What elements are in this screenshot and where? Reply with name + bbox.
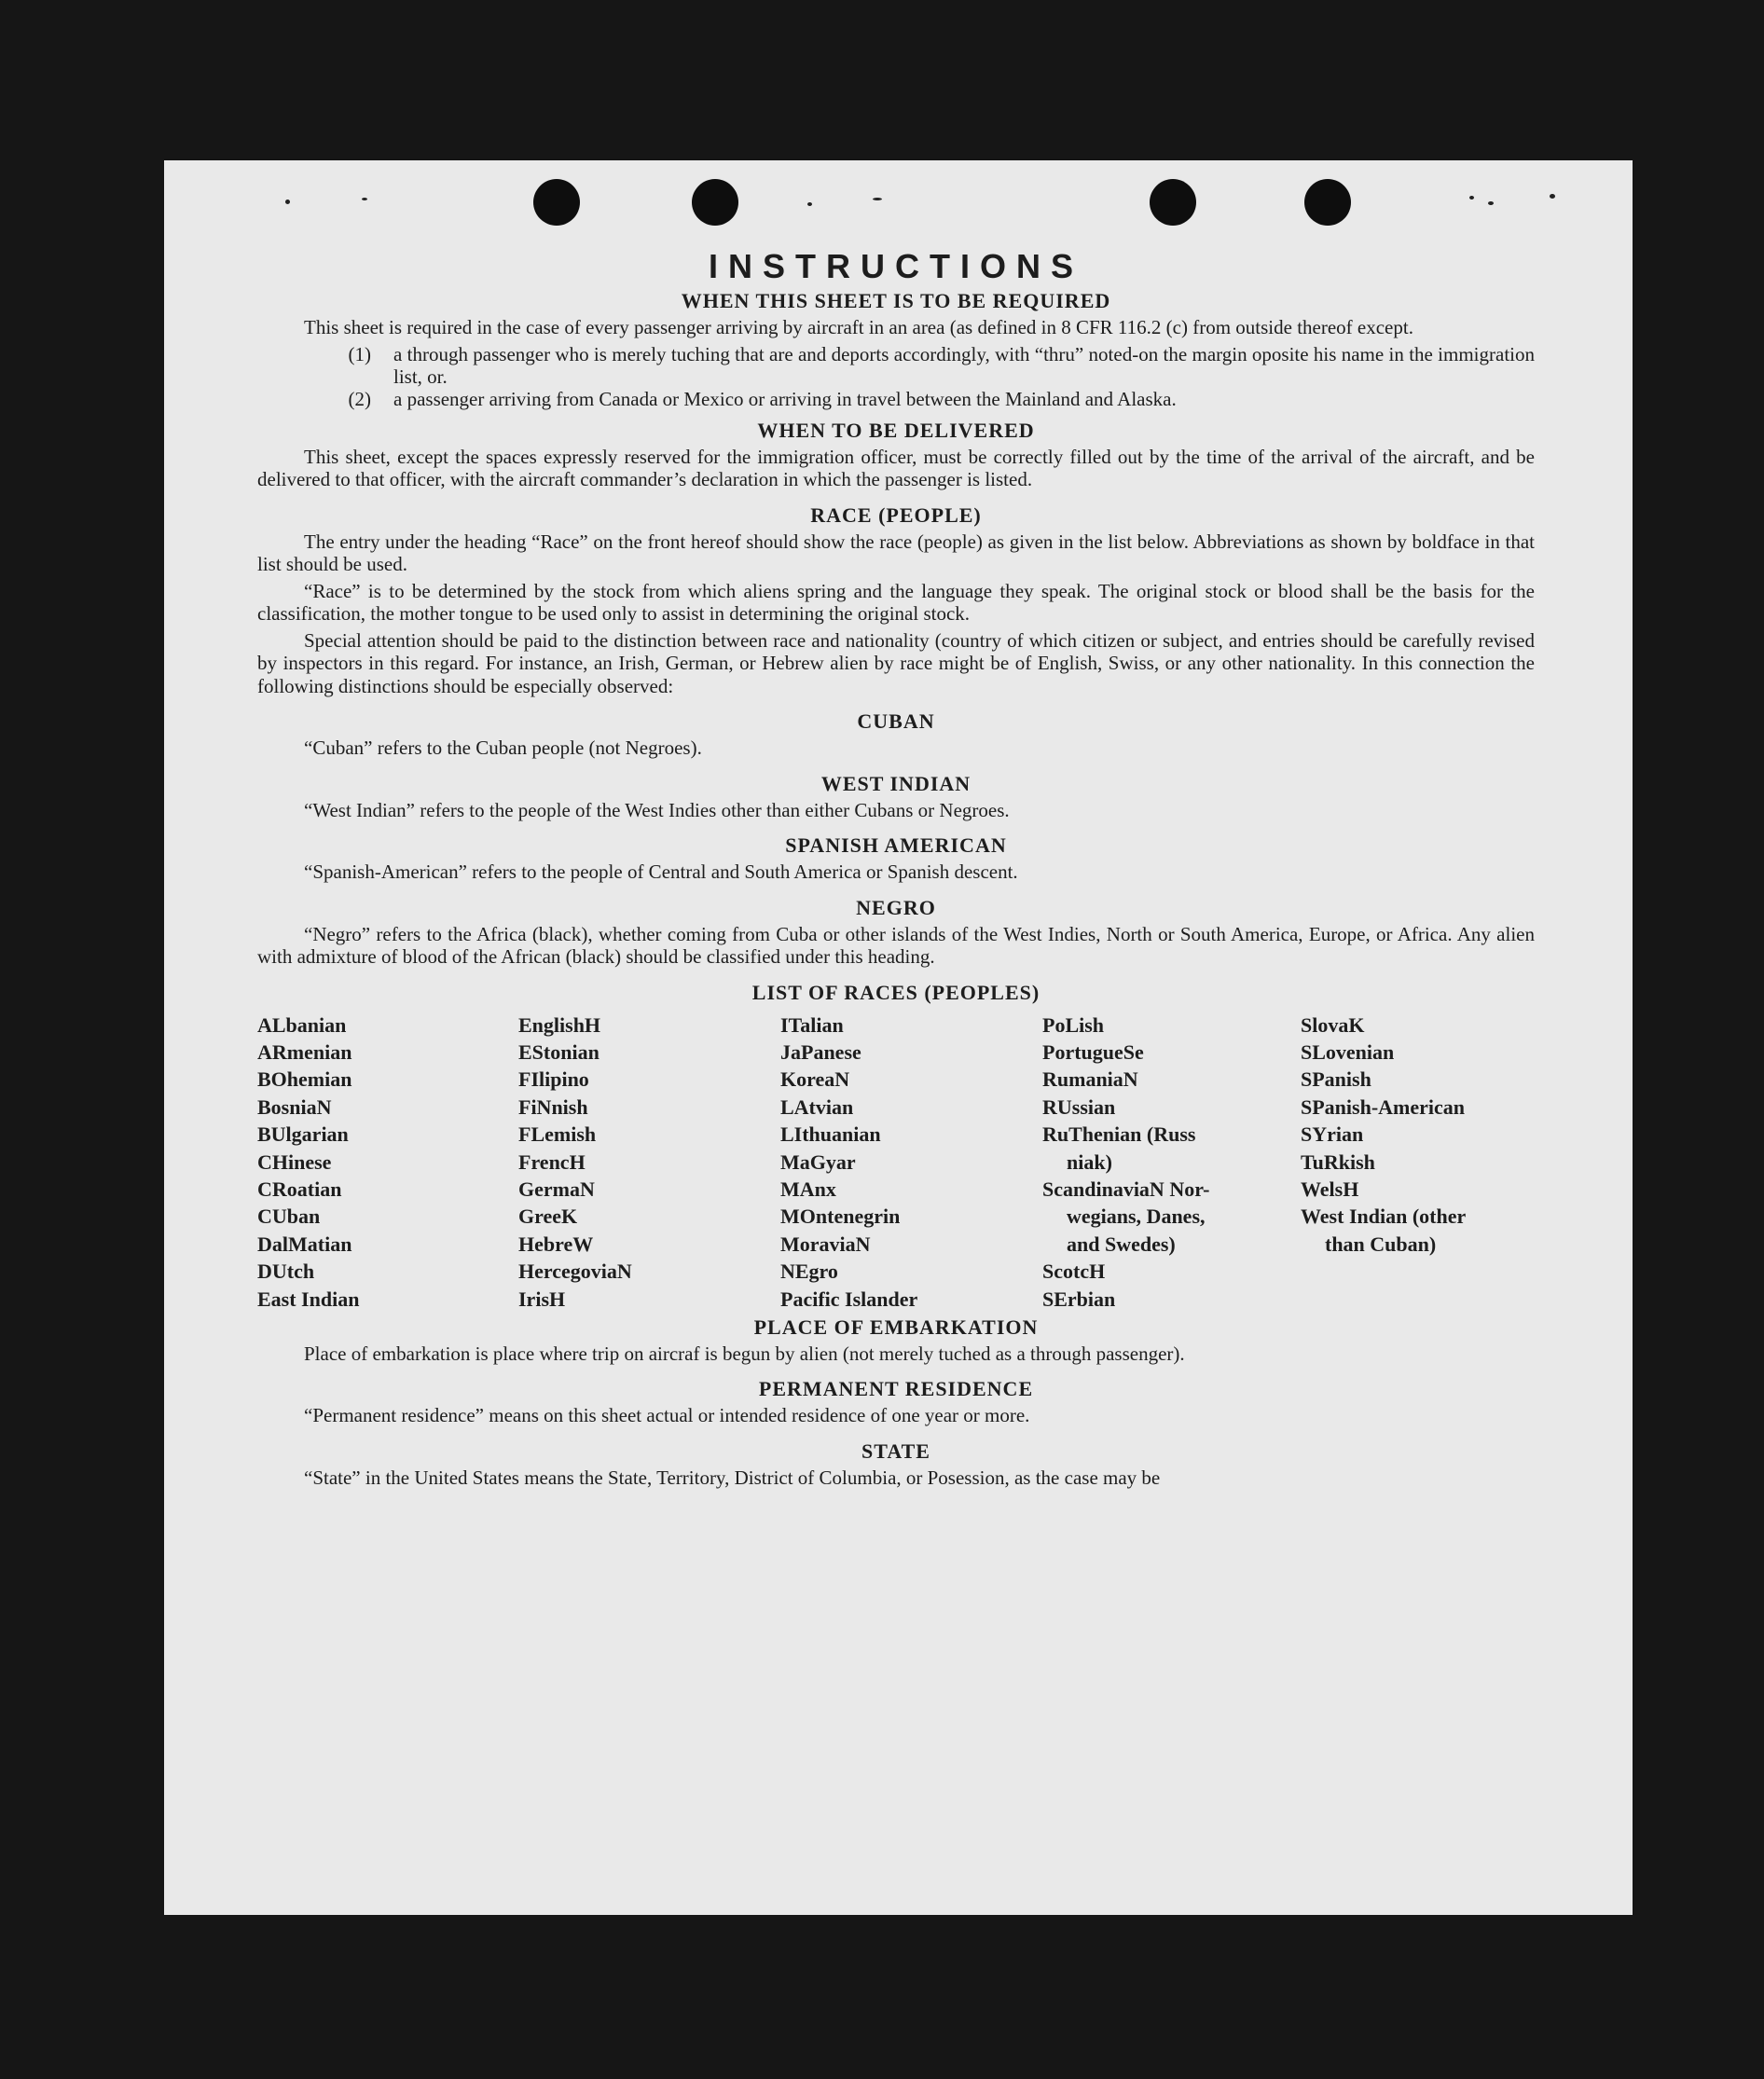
race-entry: East Indian bbox=[257, 1287, 360, 1311]
race-entry: LAtvian bbox=[780, 1095, 854, 1119]
race-entry: ITalian bbox=[780, 1012, 844, 1037]
race-entry: FIlipino bbox=[518, 1067, 589, 1092]
race-entry: RumaniaN bbox=[1042, 1067, 1138, 1092]
race-entry: SlovaK bbox=[1301, 1012, 1365, 1037]
race-entry: DalMatian bbox=[257, 1232, 352, 1256]
item-text: a passenger arriving from Canada or Mexico or arriving in travel between the Mainland and Alaska. bbox=[393, 387, 1177, 410]
cuban-text: “Cuban” refers to the Cuban people (not Negroes). bbox=[304, 737, 702, 759]
race-entry: BUlgarian bbox=[257, 1122, 349, 1147]
race-entry: PortugueSe bbox=[1042, 1040, 1144, 1064]
race-entry-continued: wegians, Danes, bbox=[1067, 1205, 1206, 1229]
race-entry: KoreaN bbox=[780, 1067, 850, 1092]
race-entry: FrencH bbox=[518, 1150, 586, 1174]
race-entry: LIthuanian bbox=[780, 1122, 881, 1147]
heading-spanish-american: SPANISH AMERICAN bbox=[785, 833, 1007, 857]
race-paragraph-2: “Race” is to be determined by the stock from which aliens spring and the language they speak. The original stock or blood shall be the basis for the classification, the mother tongue to be used only to assist in determining the original stock. bbox=[257, 579, 1535, 625]
race-entry: CHinese bbox=[257, 1150, 332, 1174]
heading-negro: NEGRO bbox=[856, 895, 936, 919]
race-entry: DUtch bbox=[257, 1260, 315, 1284]
punch-hole bbox=[1150, 179, 1196, 226]
race-entry: CUban bbox=[257, 1205, 321, 1229]
race-entry: FiNnish bbox=[518, 1095, 588, 1119]
race-entry: SYrian bbox=[1301, 1122, 1364, 1147]
race-entry: PoLish bbox=[1042, 1012, 1105, 1037]
heading-west-indian: WEST INDIAN bbox=[820, 771, 972, 795]
race-entry: ALbanian bbox=[257, 1012, 347, 1037]
speck bbox=[362, 198, 367, 200]
race-entry: MoraviaN bbox=[780, 1232, 871, 1256]
speck bbox=[873, 198, 882, 200]
race-entry-continued: and Swedes) bbox=[1067, 1232, 1176, 1256]
spanish-american-text: “Spanish-American” refers to the people of Central and South America or Spanish descent. bbox=[304, 861, 1018, 883]
race-entry: EStonian bbox=[518, 1040, 599, 1064]
race-entry: EnglishH bbox=[518, 1012, 601, 1037]
speck bbox=[285, 200, 290, 204]
delivered-text: This sheet, except the spaces expressly reserved for the immigration officer, must be correctly filled out by the time of the arrival of the aircraft, and be delivered to that officer, with the aircraft commander’s declaration in which the passenger is listed. bbox=[257, 445, 1535, 490]
race-entry: West Indian (other bbox=[1301, 1205, 1467, 1229]
race-entry: HercegoviaN bbox=[518, 1260, 632, 1284]
race-entry: BosniaN bbox=[257, 1095, 332, 1119]
race-entry: JaPanese bbox=[780, 1040, 861, 1064]
page-title: INSTRUCTIONS bbox=[709, 247, 1083, 285]
required-intro: This sheet is required in the case of every passenger arriving by aircraft in an area (as defined in 8 CFR 116.2 (c) from outside thereof except. bbox=[304, 316, 1413, 338]
races-column-2 bbox=[518, 1012, 780, 1313]
race-entry: SPanish bbox=[1301, 1067, 1371, 1092]
race-entry: RUssian bbox=[1042, 1095, 1116, 1119]
punch-hole bbox=[533, 179, 580, 226]
races-column-5 bbox=[1301, 1012, 1524, 1313]
permanent-residence-text: “Permanent residence” means on this sheet actual or intended residence of one year or more. bbox=[304, 1404, 1030, 1427]
race-entry: MOntenegrin bbox=[780, 1205, 901, 1229]
state-text: “State” in the United States means the State, Territory, District of Columbia, or Posession, as the case may be bbox=[304, 1466, 1161, 1489]
required-item-1 bbox=[257, 343, 1535, 388]
race-entry: WelsH bbox=[1301, 1177, 1359, 1201]
race-entry: ScandinaviaN Nor- bbox=[1042, 1177, 1210, 1201]
item-number: (2) bbox=[348, 387, 371, 410]
race-entry: GreeK bbox=[518, 1205, 578, 1229]
negro-text: “Negro” refers to the Africa (black), whether coming from Cuba or other islands of the West Indies, North or South America, Europe, or Africa. Any alien with admixture of blood of the African (black) should be classified under this heading. bbox=[257, 922, 1535, 968]
race-entry: BOhemian bbox=[257, 1067, 352, 1092]
item-number: (1) bbox=[348, 342, 371, 365]
races-list bbox=[257, 1012, 1535, 1313]
instruction-sheet bbox=[164, 160, 1633, 1915]
speck bbox=[1550, 194, 1555, 199]
race-entry: MAnx bbox=[780, 1177, 836, 1201]
race-entry-continued: than Cuban) bbox=[1325, 1232, 1437, 1256]
speck bbox=[1488, 201, 1494, 205]
heading-required: WHEN THIS SHEET IS TO BE REQUIRED bbox=[681, 289, 1111, 312]
punch-hole bbox=[692, 179, 738, 226]
race-entry: FLemish bbox=[518, 1122, 597, 1147]
heading-cuban: CUBAN bbox=[857, 709, 935, 733]
race-entry: SLovenian bbox=[1301, 1040, 1395, 1064]
race-entry: CRoatian bbox=[257, 1177, 342, 1201]
item-text: a through passenger who is merely tuching that are and deports accordingly, with “thru” noted-on the margin oposite his name in the immigration list, or. bbox=[393, 342, 1535, 388]
races-column-1 bbox=[257, 1012, 518, 1313]
race-entry: NEgro bbox=[780, 1260, 838, 1284]
embarkation-text: Place of embarkation is place where trip on aircraf is begun by alien (not merely tuched as a through passenger). bbox=[304, 1342, 1185, 1365]
race-entry: SErbian bbox=[1042, 1287, 1116, 1311]
heading-embarkation: PLACE OF EMBARKATION bbox=[753, 1315, 1039, 1339]
race-entry: ARmenian bbox=[257, 1040, 352, 1064]
heading-delivered: WHEN TO BE DELIVERED bbox=[757, 418, 1035, 442]
race-paragraph-1: The entry under the heading “Race” on the front hereof should show the race (people) as given in the list below. Abbreviations as shown by boldface in that list should be used. bbox=[257, 530, 1535, 575]
race-entry: HebreW bbox=[518, 1232, 594, 1256]
required-item-2 bbox=[257, 388, 1535, 410]
heading-list-of-races: LIST OF RACES (PEOPLES) bbox=[751, 980, 1040, 1004]
race-entry: GermaN bbox=[518, 1177, 595, 1201]
speck bbox=[1469, 196, 1474, 200]
heading-race: RACE (PEOPLE) bbox=[810, 503, 982, 527]
race-entry: Pacific Islander bbox=[780, 1287, 918, 1311]
west-indian-text: “West Indian” refers to the people of the West Indies other than either Cubans or Negroes. bbox=[304, 798, 1010, 821]
instructions-content bbox=[257, 247, 1535, 1493]
heading-state: STATE bbox=[861, 1439, 930, 1463]
race-entry: MaGyar bbox=[780, 1150, 856, 1174]
race-entry: IrisH bbox=[518, 1287, 566, 1311]
race-entry: RuThenian (Russ bbox=[1042, 1122, 1196, 1147]
race-paragraph-3: Special attention should be paid to the distinction between race and nationality (country of which citizen or subject, and entries should be carefully revised by inspectors in this regard. For instance, an Irish, German, or Hebrew alien by race might be of English, Swiss, or any other nationality. In this connection the following distinctions should be especially observed: bbox=[257, 628, 1535, 697]
speck bbox=[807, 202, 812, 206]
races-column-3 bbox=[780, 1012, 1042, 1313]
race-entry: ScotcH bbox=[1042, 1260, 1106, 1284]
race-entry: SPanish-American bbox=[1301, 1095, 1465, 1119]
races-column-4 bbox=[1042, 1012, 1301, 1313]
race-entry-continued: niak) bbox=[1067, 1150, 1112, 1174]
race-entry: TuRkish bbox=[1301, 1150, 1375, 1174]
punch-hole bbox=[1304, 179, 1351, 226]
heading-permanent-residence: PERMANENT RESIDENCE bbox=[758, 1377, 1034, 1401]
